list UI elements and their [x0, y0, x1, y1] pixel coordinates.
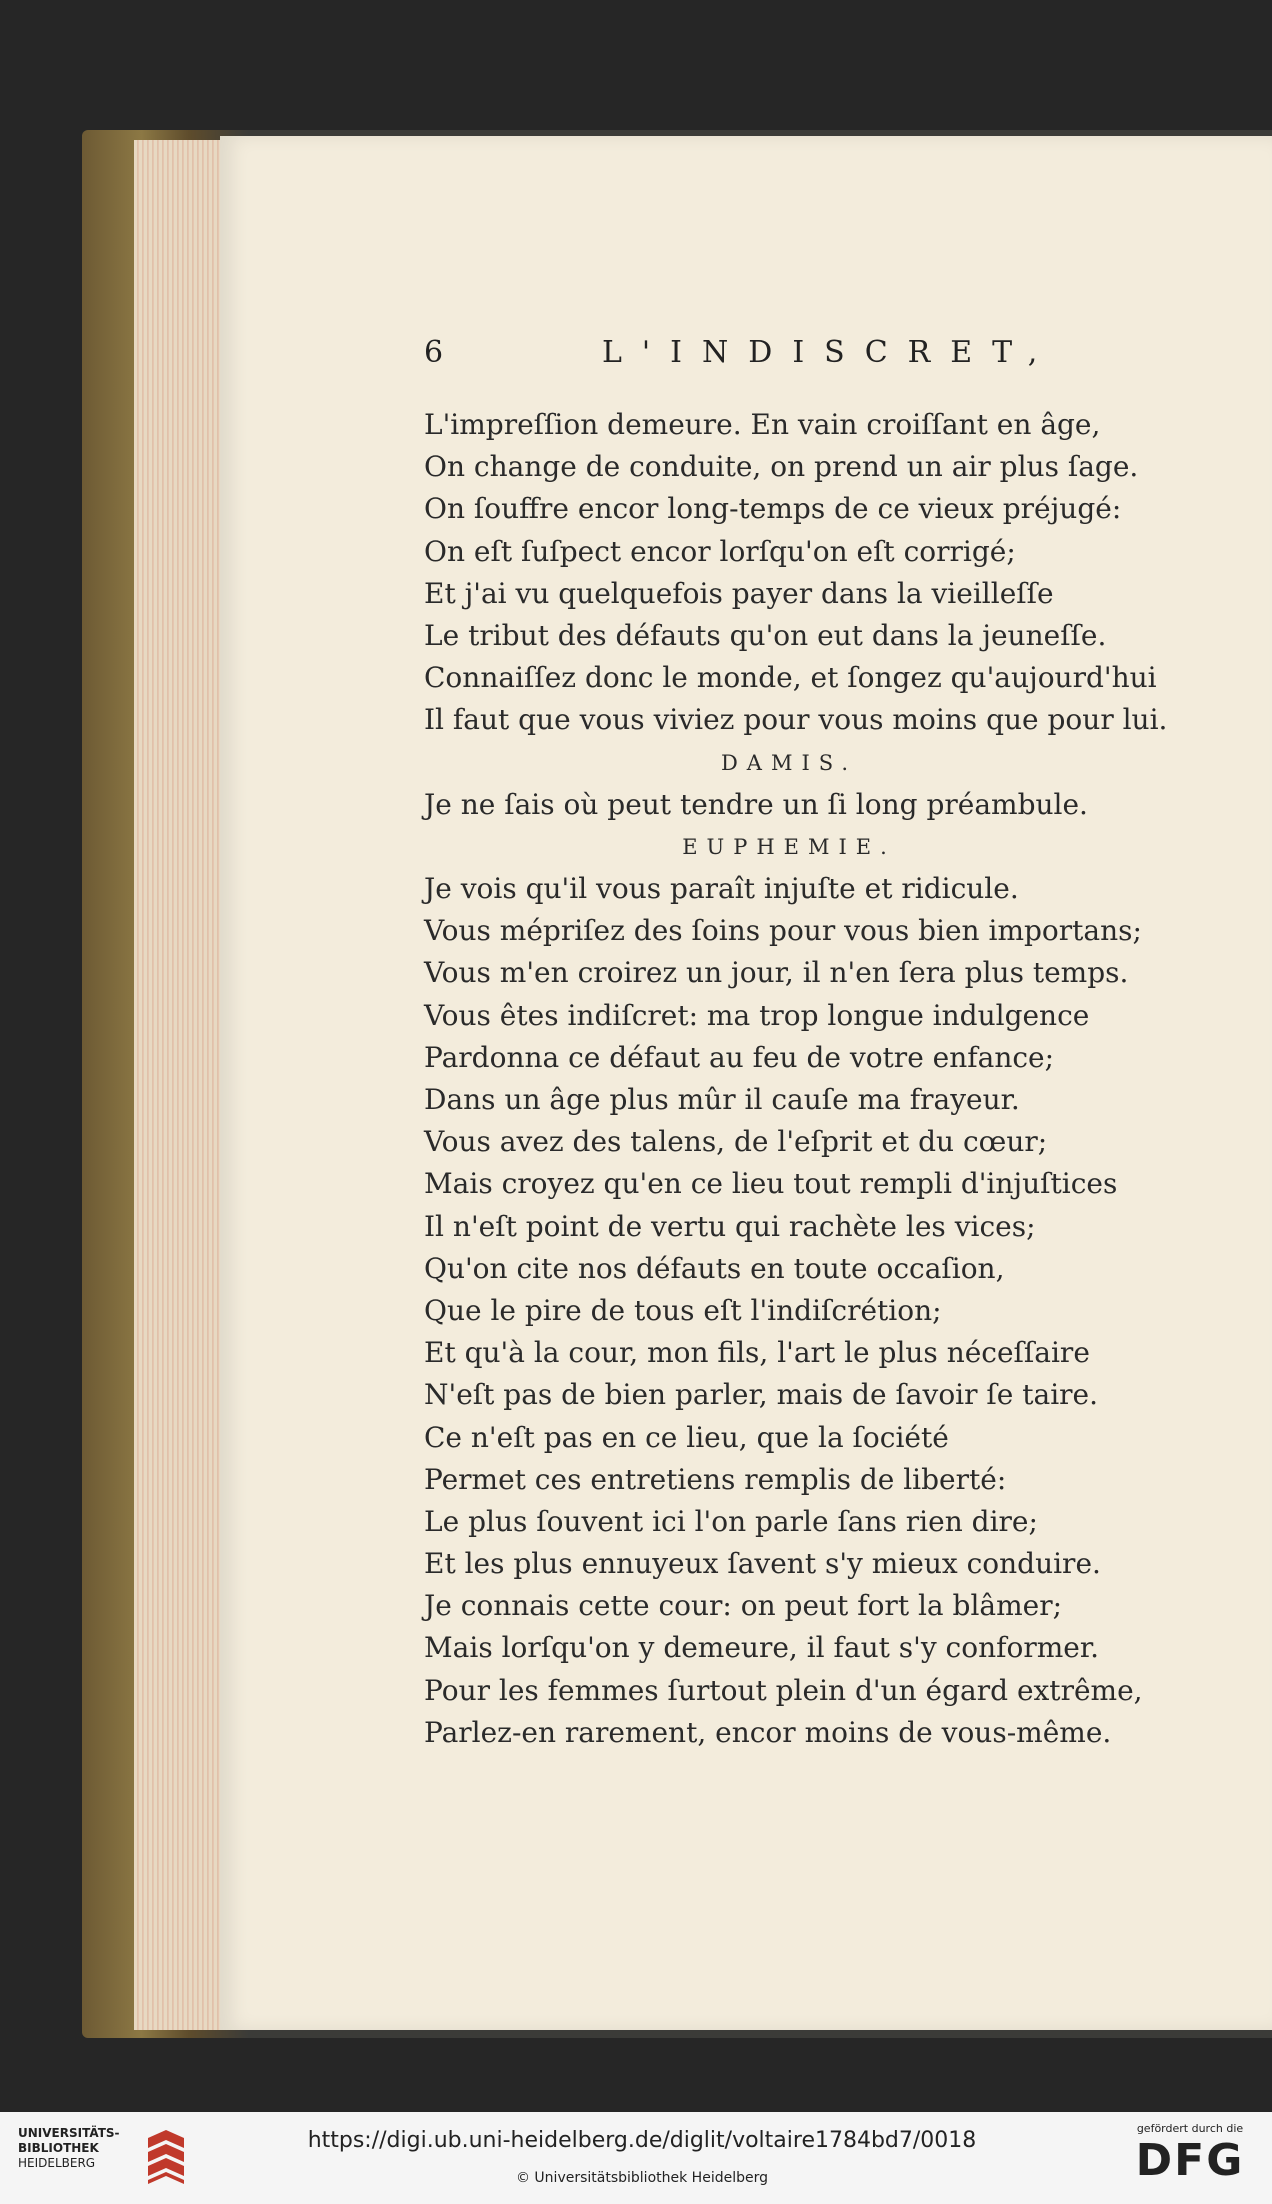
verse-line: Que le pire de tous eſt l'indiſcrétion; [424, 1293, 942, 1327]
verse-line: Et qu'à la cour, mon fils, l'art le plus néceſſaire [424, 1336, 1090, 1370]
verse-line: Pardonna ce défaut au feu de votre enfance; [424, 1040, 1055, 1074]
verse-line: Vous avez des talens, de l'eſprit et du cœur; [424, 1125, 1048, 1159]
verse-line: Connaiſſez donc le monde, et ſongez qu'aujourd'hui [424, 661, 1157, 695]
page-url[interactable]: https://digi.ub.uni-heidelberg.de/diglit/voltaire1784bd7/0018 [307, 2128, 977, 2153]
page-edges [134, 140, 234, 2030]
verse-line: Il n'eſt point de vertu qui rachète les vices; [424, 1209, 1036, 1243]
verse-line: Et les plus ennuyeux ſavent s'y mieux conduire. [424, 1547, 1101, 1581]
verse-line: On ſouffre encor long-temps de ce vieux préjugé: [424, 492, 1122, 526]
verse-line: Mais lorſqu'on y demeure, il faut s'y conformer. [424, 1631, 1100, 1665]
verse-line: Je vois qu'il vous paraît injuſte et ridicule. [424, 872, 1019, 906]
sponsor-caption: gefördert durch die [1136, 2122, 1244, 2135]
verse-line: Pour les femmes ſurtout plein d'un égard extrême, [424, 1673, 1143, 1707]
copyright-notice: © Universitätsbibliothek Heidelberg [515, 2170, 768, 2186]
verse-line: Je connais cette cour: on peut fort la blâmer; [424, 1589, 1063, 1623]
verse-line: Permet ces entretiens remplis de liberté: [424, 1462, 1007, 1496]
verse-line: Parlez-en rarement, encor moins de vous-même. [424, 1715, 1112, 1749]
speaker-name: DAMIS. [720, 750, 858, 775]
poem-text [424, 404, 1184, 1754]
library-logo[interactable] [18, 2126, 188, 2190]
verse-line: N'eſt pas de bien parler, mais de ſavoir ſe taire. [424, 1378, 1099, 1412]
verse-line: Ce n'eſt pas en ce lieu, que la ſociété [424, 1420, 949, 1454]
verse-line: Qu'on cite nos défauts en toute occaſion, [424, 1251, 1005, 1285]
verse-line: On eſt ſuſpect encor lorſqu'on eſt corrigé; [424, 534, 1016, 568]
verse-line: Vous m'en croirez un jour, il n'en ſera plus temps. [424, 956, 1129, 990]
library-name-line-1: UNIVERSITÄTS- [18, 2126, 120, 2140]
viewer-footer [0, 2112, 1272, 2204]
page-header [424, 335, 1058, 385]
verse-line: Le plus ſouvent ici l'on parle ſans rien dire; [424, 1504, 1038, 1538]
verse-line: Vous mépriſez des ſoins pour vous bien importans; [424, 914, 1142, 948]
verse-line: Le tribut des défauts qu'on eut dans la jeuneſſe. [424, 618, 1107, 652]
speaker-name: EUPHEMIE. [682, 834, 896, 859]
verse-line: L'impreſſion demeure. En vain croiſſant en âge, [424, 408, 1101, 441]
dfg-sponsor[interactable] [1120, 2122, 1260, 2196]
verse-line: Je ne ſais où peut tendre un ſi long préambule. [424, 787, 1088, 821]
ub-heidelberg-logo-icon [144, 2128, 188, 2186]
running-head: L'INDISCRET, [602, 335, 1058, 370]
verse-line: Mais croyez qu'en ce lieu tout rempli d'injuſtices [424, 1167, 1118, 1201]
library-name-line-2: BIBLIOTHEK [18, 2141, 99, 2155]
page-number: 6 [424, 335, 444, 370]
library-name [18, 2126, 138, 2171]
verse-line: Dans un âge plus mûr il cauſe ma frayeur. [424, 1083, 1020, 1116]
verse-line: Vous êtes indiſcret: ma trop longue indulgence [424, 998, 1090, 1032]
verse-line: Et j'ai vu quelquefois payer dans la vieilleſſe [424, 576, 1054, 610]
dfg-logo: DFG [1135, 2135, 1245, 2186]
library-name-line-3: HEIDELBERG [18, 2156, 96, 2170]
verse-line: Il faut que vous viviez pour vous moins que pour lui. [424, 703, 1168, 737]
verse-line: On change de conduite, on prend un air plus ſage. [424, 450, 1139, 484]
